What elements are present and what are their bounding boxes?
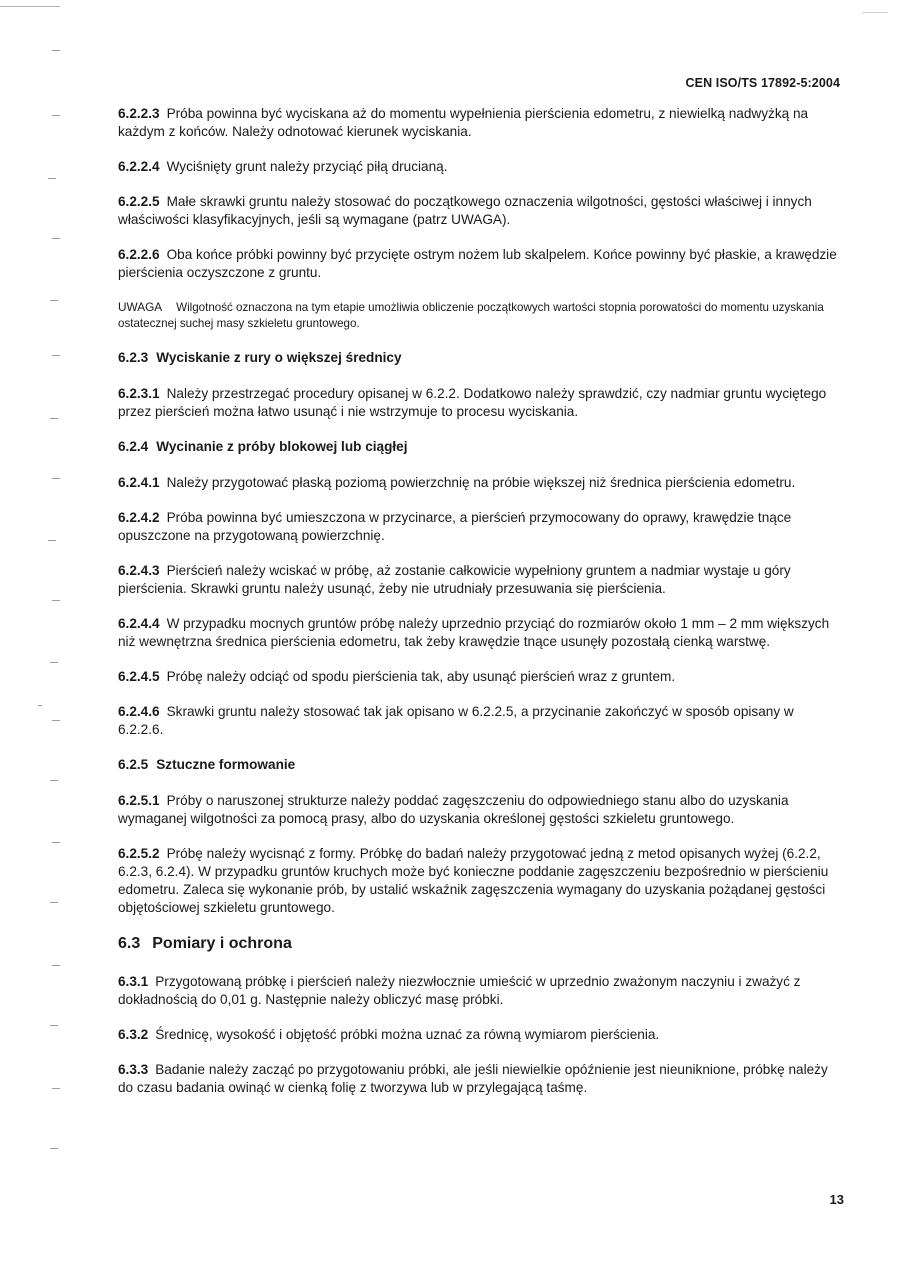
section-heading-6-2-3: 6.2.3 Wyciskanie z rury o większej średnicy: [118, 350, 402, 365]
scan-speck: [862, 12, 888, 13]
section-heading-6-3: 6.3 Pomiary i ochrona: [118, 935, 292, 952]
note-uwaga: UWAGA Wilgotność oznaczona na tym etapie umożliwia obliczenie początkowych wartości stopnia porowatości do momentu uzyskania ostatecznej suchej masy szkieletu gruntowego.: [118, 300, 824, 330]
document-body: [118, 105, 842, 1114]
clause-6-2-2-6: 6.2.2.6 Oba końce próbki powinny być przycięte ostrym nożem lub skalpelem. Końce powinny być płaskie, a krawędzie pierścienia oczyszczone z gruntu.: [118, 247, 837, 280]
clause-6-2-4-3: 6.2.4.3 Pierścień należy wciskać w próbę, aż zostanie całkowicie wypełniony gruntem a nadmiar wystaje u góry pierścienia. Skrawki gruntu należy usunąć, żeby nie utrudniały przesuwania się pierścienia.: [118, 563, 791, 596]
clause-6-2-4-2: 6.2.4.2 Próba powinna być umieszczona w przycinarce, a pierścień przymocowany do oprawy, krawędzie tnące opuszczone na przygotowaną powierzchnię.: [118, 510, 792, 543]
section-heading-6-2-4: 6.2.4 Wycinanie z próby blokowej lub ciągłej: [118, 439, 408, 454]
clause-6-2-4-6: 6.2.4.6 Skrawki gruntu należy stosować tak jak opisano w 6.2.2.5, a przycinanie zakończyć w sposób opisany w 6.2.2.6.: [118, 704, 794, 737]
clause-6-2-4-4: 6.2.4.4 W przypadku mocnych gruntów próbę należy uprzednio przyciąć do rozmiarów około 1 mm – 2 mm większych niż wewnętrzna średnica pierścienia edometru, tak żeby krawędzie tnące usunęły pozostałą cienką warstwę.: [118, 616, 830, 649]
clause-6-2-4-5: 6.2.4.5 Próbę należy odciąć od spodu pierścienia tak, aby usunąć pierścień wraz z gruntem.: [118, 669, 676, 684]
clause-6-2-2-4: 6.2.2.4 Wyciśnięty grunt należy przyciąć piłą drucianą.: [118, 159, 448, 174]
clause-6-3-3: 6.3.3 Badanie należy zacząć po przygotowaniu próbki, ale jeśli niewielkie opóźnienie jest nieuniknione, próbkę należy do czasu badania owinąć w cienką folię z tworzywa lub w przylegającą taśmę.: [118, 1062, 828, 1095]
clause-6-2-2-5: 6.2.2.5 Małe skrawki gruntu należy stosować do początkowego oznaczenia wilgotności, gęstości właściwej i innych właściwości klasyfikacyjnych, jeśli są wymagane (patrz UWAGA).: [118, 194, 812, 227]
page-number: 13: [829, 1192, 844, 1207]
section-heading-6-2-5: 6.2.5 Sztuczne formowanie: [118, 757, 296, 772]
clause-6-2-4-1: 6.2.4.1 Należy przygotować płaską poziomą powierzchnię na próbie większej niż średnica pierścienia edometru.: [118, 475, 796, 490]
clause-6-2-2-3: 6.2.2.3 Próba powinna być wyciskana aż do momentu wypełnienia pierścienia edometru, z niewielką nadwyżką na każdym z końców. Należy odnotować kierunek wyciskania.: [118, 106, 809, 139]
clause-6-3-2: 6.3.2 Średnicę, wysokość i objętość próbki można uznać za równą wymiarom pierścienia.: [118, 1027, 660, 1042]
document-header: CEN ISO/TS 17892-5:2004: [685, 76, 840, 90]
clause-6-2-5-2: 6.2.5.2 Próbę należy wycisnąć z formy. Próbkę do badań należy przygotować jedną z metod opisanych wyżej (6.2.2, 6.2.3, 6.2.4). W przypadku gruntów kruchych może być konieczne poddanie zagęszczeniu bezpośrednio w pierścieniu edometru. Zaleca się wykonanie prób, by ustalić wskaźnik zagęszczenia wymagany do uzyskania pożądanej gęstości objętościowej szkieletu gruntowego.: [118, 846, 829, 915]
scan-margin-marks: [30, 0, 70, 1274]
clause-6-2-3-1: 6.2.3.1 Należy przestrzegać procedury opisanej w 6.2.2. Dodatkowo należy sprawdzić, czy nadmiar gruntu wyciętego przez pierścień można łatwo usunąć i nie wstrzymuje to procesu wyciskania.: [118, 386, 827, 419]
clause-6-2-5-1: 6.2.5.1 Próby o naruszonej strukturze należy poddać zagęszczeniu do odpowiedniego stanu albo do uzyskania wymaganej wilgotności za pomocą prasy, albo do uzyskania określonej gęstości szkieletu gruntowego.: [118, 793, 789, 826]
clause-6-3-1: 6.3.1 Przygotowaną próbkę i pierścień należy niezwłocznie umieścić w uprzednio zważonym naczyniu i zważyć z dokładnością do 0,01 g. Następnie należy obliczyć masę próbki.: [118, 974, 801, 1007]
